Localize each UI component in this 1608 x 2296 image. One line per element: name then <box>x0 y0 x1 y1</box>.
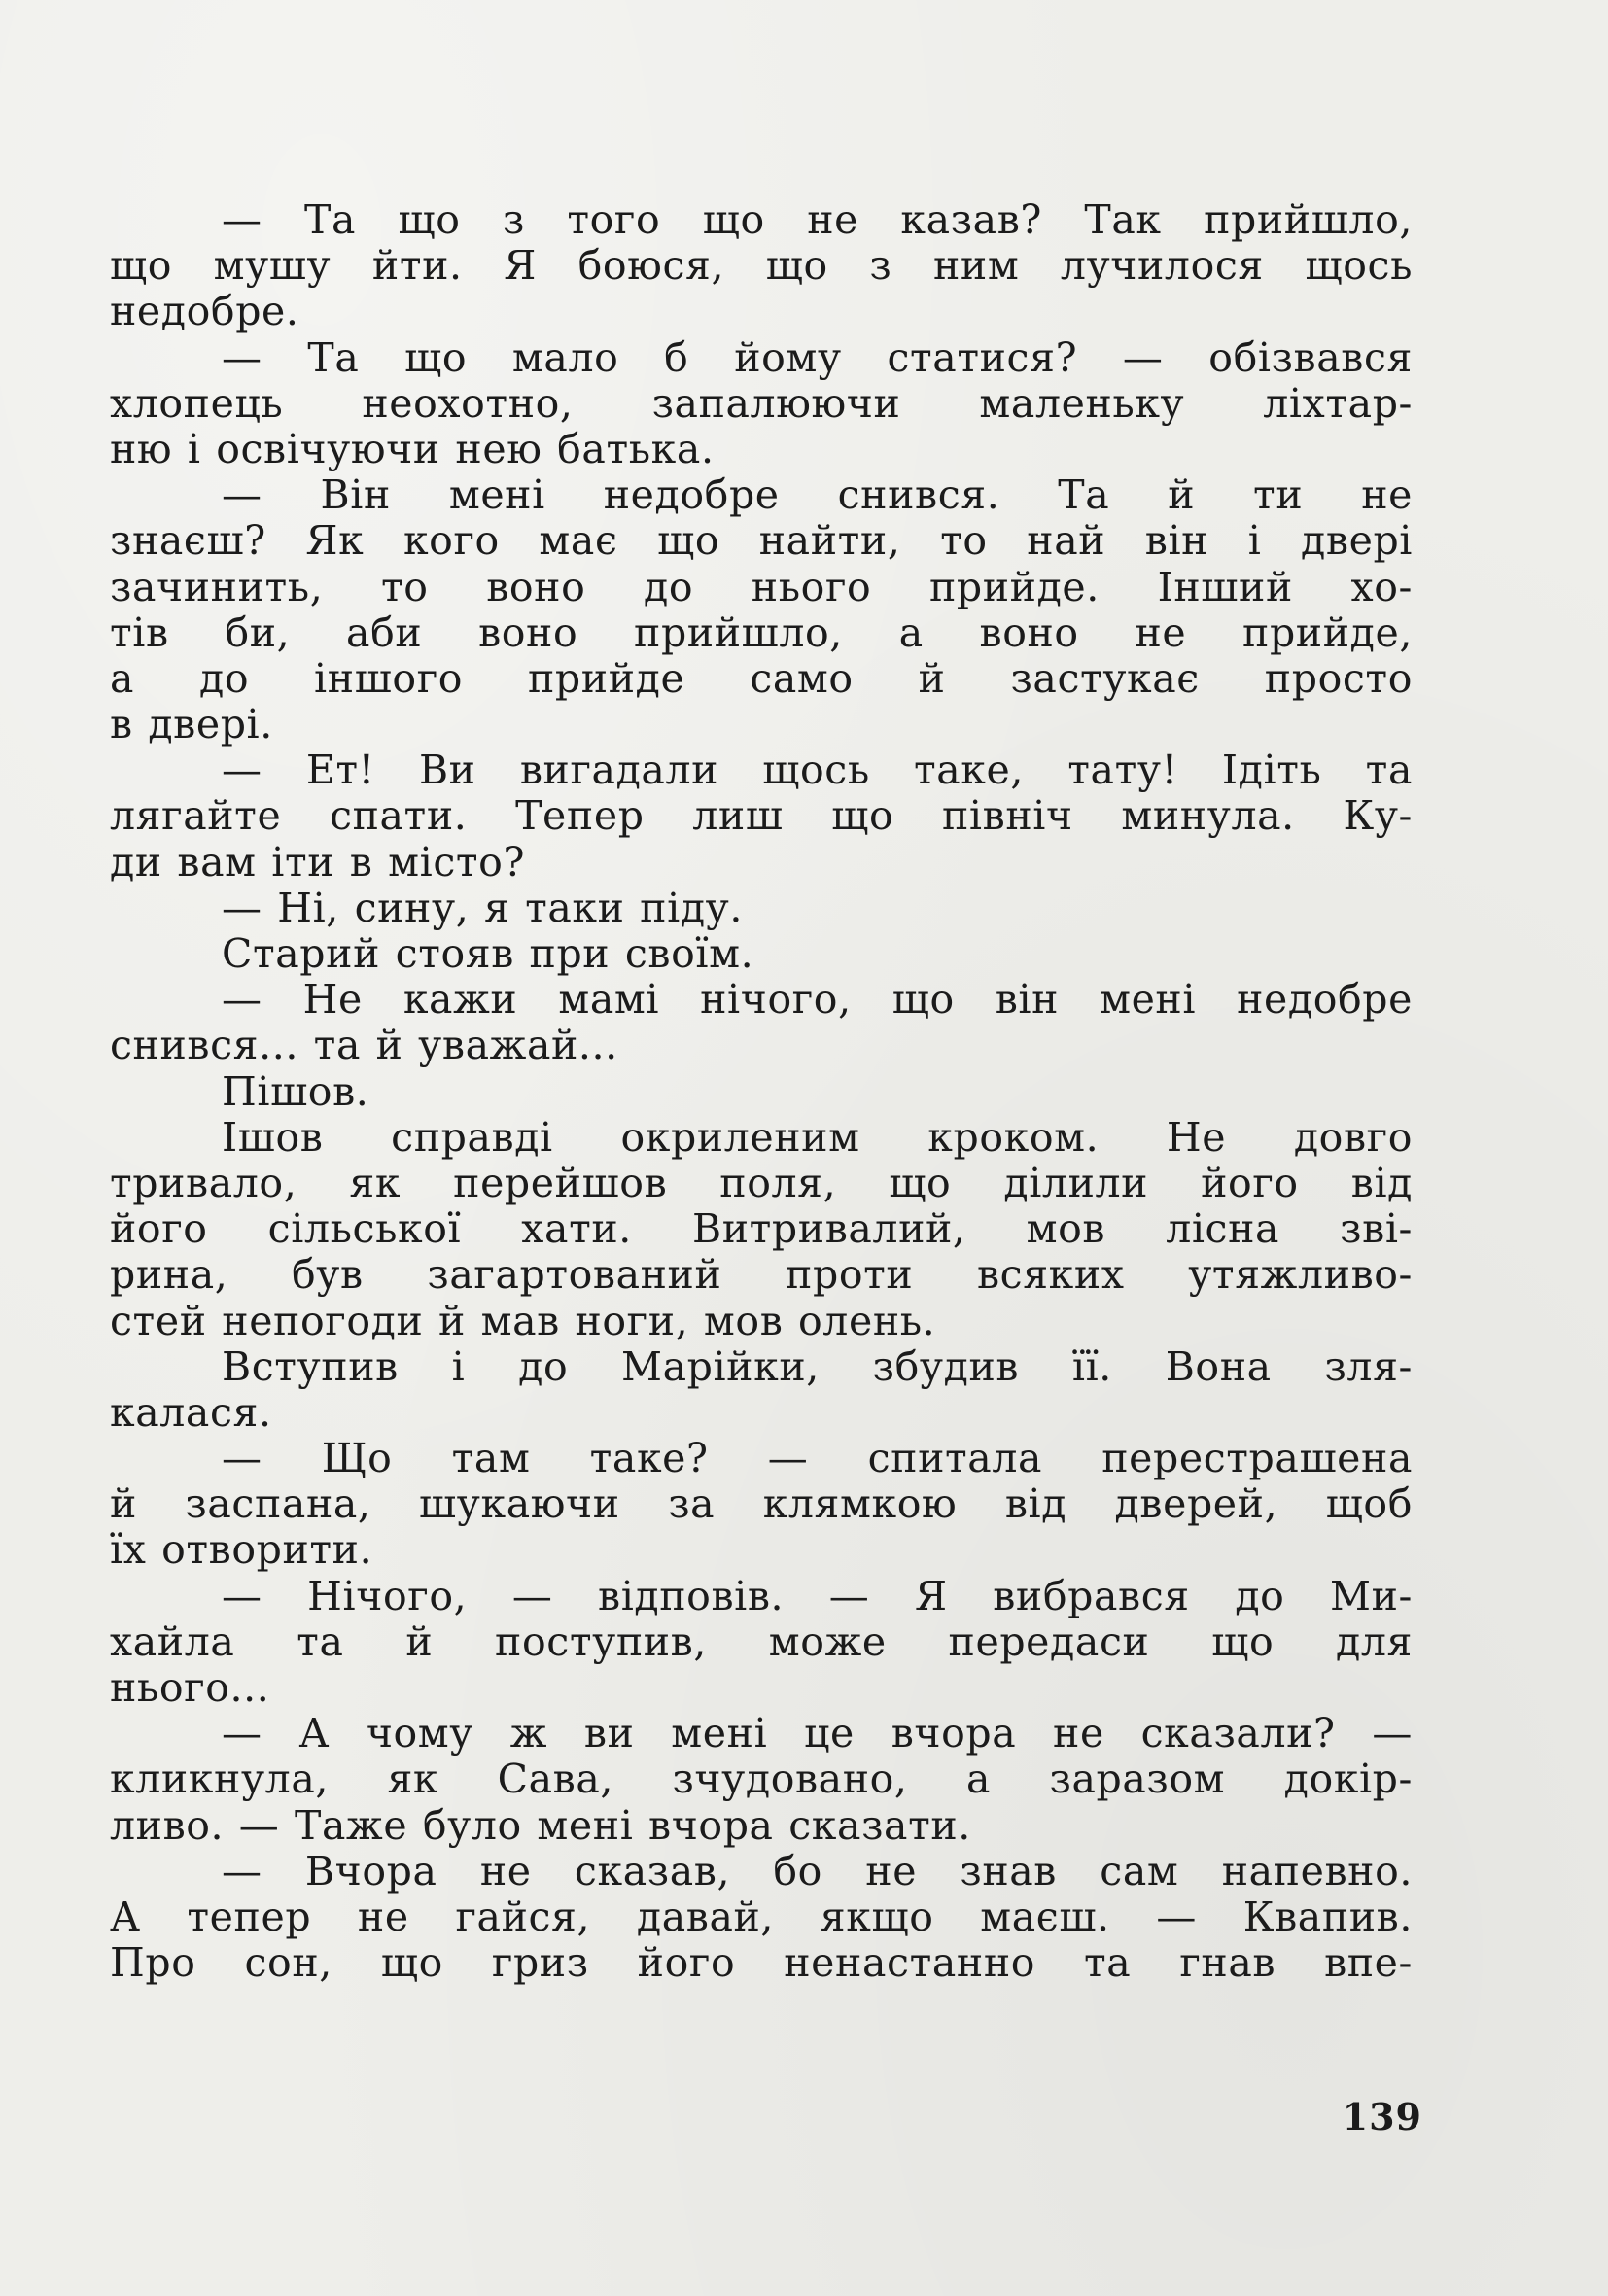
text-line: — Не кажи мамі нічого, що він мені недобре <box>222 976 1413 1024</box>
text-line: його сільської хати. Витривалий, мов лісна зві- <box>110 1205 1413 1253</box>
text-line: в двері. <box>110 701 273 748</box>
text-line: рина, був загартований проти всяких утяжливо- <box>110 1251 1413 1299</box>
text-line: зачинить, то воно до нього прийде. Інший хо- <box>110 563 1413 610</box>
text-line: ди вам іти в місто? <box>110 838 526 886</box>
text-line: й заспана, шукаючи за клямкою від дверей, щоб <box>110 1480 1413 1528</box>
text-line: — Нічого, — відповів. — Я вибрався до Ми- <box>222 1572 1413 1619</box>
text-line: — Ні, сину, я таки піду. <box>222 884 744 931</box>
text-line: калася. <box>110 1388 272 1436</box>
text-line: недобре. <box>110 288 299 335</box>
text-line: — Та що мало б йому статися? — обізвався <box>222 333 1413 381</box>
text-line: Ішов справді окриленим кроком. Не довго <box>222 1113 1413 1161</box>
text-line: стей непогоди й мав ноги, мов олень. <box>110 1297 936 1344</box>
text-line: нього... <box>110 1664 270 1711</box>
text-line: хлопець неохотно, запалюючи маленьку ліхтар- <box>110 379 1413 427</box>
text-line: тів би, аби воно прийшло, а воно не прийде, <box>110 609 1413 656</box>
text-line: Про сон, що гриз його ненастанно та гнав впе- <box>110 1939 1413 1987</box>
text-line: — Що там таке? — спитала перестрашена <box>222 1435 1413 1482</box>
text-line: Старий стояв при своїм. <box>222 930 754 977</box>
text-line: Вступив і до Марійки, збудив її. Вона зля- <box>222 1342 1413 1390</box>
text-line: — Ет! Ви вигадали щось таке, тату! Ідіть та <box>222 747 1413 794</box>
text-line: А тепер не гайся, давай, якщо маєш. — Квапив. <box>110 1893 1413 1940</box>
text-line: що мушу йти. Я боюся, що з ним лучилося щось <box>110 242 1413 290</box>
text-line: а до іншого прийде само й застукає просто <box>110 654 1413 702</box>
text-line: ню і освічуючи нею батька. <box>110 425 715 472</box>
text-line: — А чому ж ви мені це вчора не сказали? — <box>222 1710 1413 1757</box>
text-line: Пішов. <box>222 1067 369 1115</box>
text-line: їх отворити. <box>110 1526 373 1574</box>
body-text <box>110 197 1413 1986</box>
text-line: снився... та й уважай... <box>110 1022 618 1069</box>
text-line: знаєш? Як кого має що найти, то най він і двері <box>110 517 1413 565</box>
text-line: — Він мені недобре снився. Та й ти не <box>222 471 1413 519</box>
text-line: — Вчора не сказав, бо не знав сам напевно. <box>222 1847 1413 1895</box>
text-line: лягайте спати. Тепер лиш що північ минула. Ку- <box>110 792 1413 840</box>
text-line: тривало, як перейшов поля, що ділили його від <box>110 1159 1413 1206</box>
text-line: хайла та й поступив, може передаси що для <box>110 1618 1413 1665</box>
text-line: кликнула, як Сава, зчудовано, а заразом докір- <box>110 1756 1413 1803</box>
text-line: — Та що з того що не казав? Так прийшло, <box>222 196 1413 243</box>
text-line: ливо. — Таже було мені вчора сказати. <box>110 1801 971 1849</box>
page-number: 139 <box>1342 2095 1422 2139</box>
